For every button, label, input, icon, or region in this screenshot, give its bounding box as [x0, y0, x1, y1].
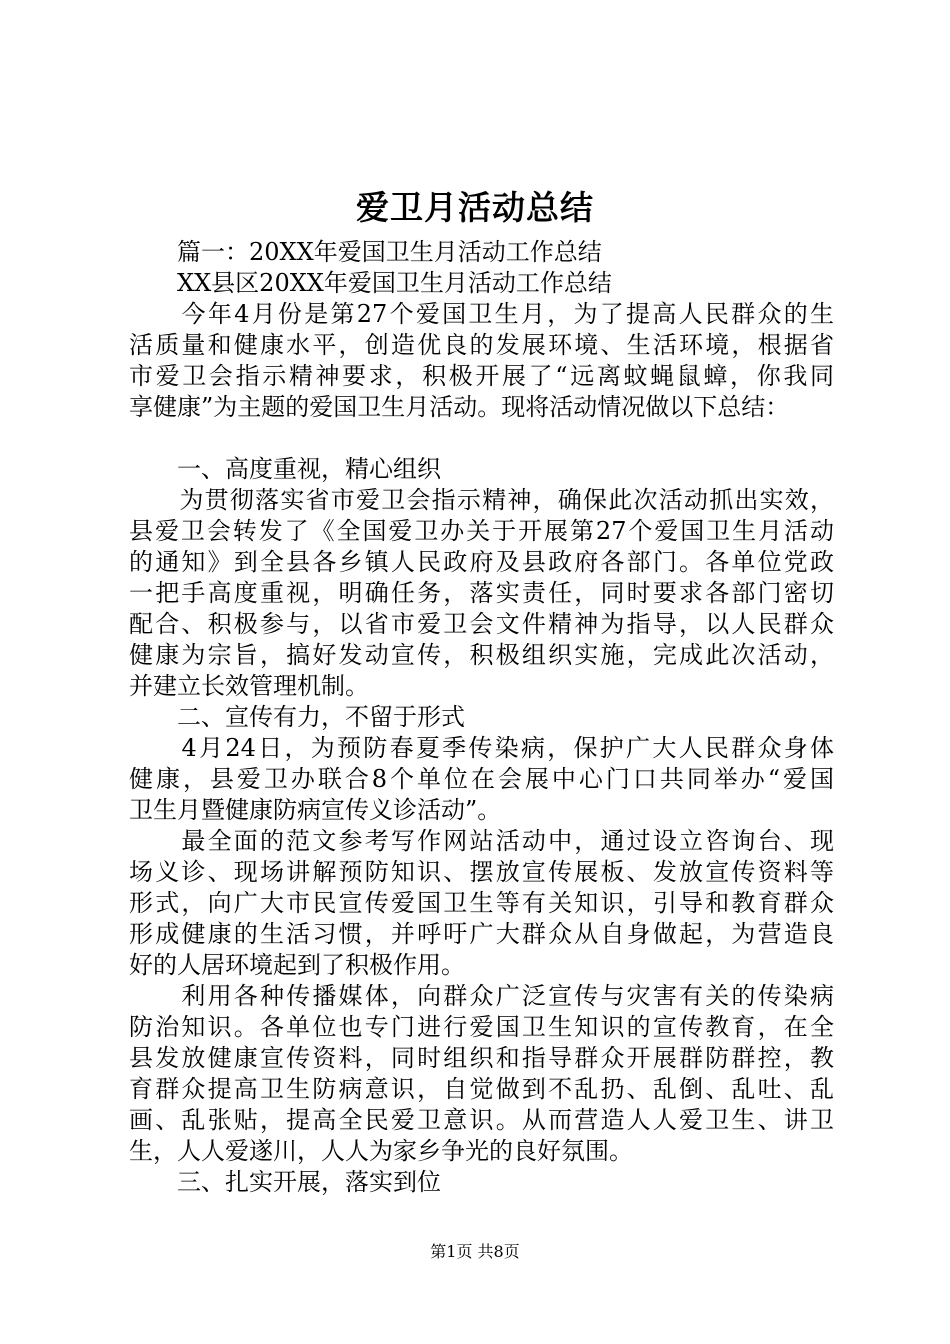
text-line: 为贯彻落实省市爱卫会指示精神，确保此次活动抓出实效，: [129, 486, 834, 514]
text-line: 育群众提高卫生防病意识，自觉做到不乱扔、乱倒、乱吐、乱: [129, 1075, 834, 1103]
text-line: 卫生月暨健康防病宣传义诊活动”。: [129, 796, 502, 824]
text-line: 县发放健康宣传资料，同时组织和指导群众开展群防群控，教: [129, 1044, 834, 1072]
text-line: 生，人人爱遂川，人人为家乡争光的良好氛围。: [129, 1137, 633, 1165]
text-line: 配合、积极参与，以省市爱卫会文件精神为指导，以人民群众: [129, 610, 834, 638]
text-line: 一把手高度重视，明确任务，落实责任，同时要求各部门密切: [129, 579, 834, 607]
text-line: XX县区20XX年爱国卫生月活动工作总结: [129, 269, 612, 297]
text-line: 形成健康的生活习惯，并呼吁广大群众从自身做起，为营造良: [129, 920, 834, 948]
text-line: 健康为宗旨，搞好发动宣传，积极组织实施，完成此次活动，: [129, 641, 834, 669]
text-line: 享健康”为主题的爱国卫生月活动。现将活动情况做以下总结：: [129, 393, 790, 421]
text-line: 县爱卫会转发了《全国爱卫办关于开展第27个爱国卫生月活动: [129, 517, 834, 545]
text-line: 一、高度重视，精心组织: [129, 455, 441, 483]
page-footer: 第1页 共8页: [430, 1242, 520, 1261]
blank-line: [129, 423, 834, 454]
text-line: 利用各种传播媒体，向群众广泛宣传与灾害有关的传染病: [129, 982, 834, 1010]
text-line: 市爱卫会指示精神要求，积极开展了“远离蚊蝇鼠蟑，你我同: [129, 362, 834, 390]
text-line: 今年4月份是第27个爱国卫生月，为了提高人民群众的生: [129, 300, 834, 328]
text-line: 三、扎实开展，落实到位: [129, 1168, 441, 1196]
text-line: 健康，县爱卫办联合8个单位在会展中心门口共同举办“爱国: [129, 765, 834, 793]
text-line: 好的人居环境起到了积极作用。: [129, 951, 465, 979]
text-line: 防治知识。各单位也专门进行爱国卫生知识的宣传教育，在全: [129, 1013, 834, 1041]
text-line: 篇一：20XX年爱国卫生月活动工作总结: [129, 238, 602, 266]
document-body: [129, 237, 834, 1198]
text-line: 最全面的范文参考写作网站活动中，通过设立咨询台、现: [129, 827, 834, 855]
document-title: 爱卫月活动总结: [356, 188, 594, 227]
text-line: 画、乱张贴，提高全民爱卫意识。从而营造人人爱卫生、讲卫: [129, 1106, 834, 1134]
text-line: 二、宣传有力，不留于形式: [129, 703, 465, 731]
text-line: 的通知》到全县各乡镇人民政府及县政府各部门。各单位党政: [129, 548, 834, 576]
text-line: 并建立长效管理机制。: [129, 672, 369, 700]
text-line: 4月24日，为预防春夏季传染病，保护广大人民群众身体: [129, 734, 834, 762]
text-line: 场义诊、现场讲解预防知识、摆放宣传展板、发放宣传资料等: [129, 858, 834, 886]
text-line: 活质量和健康水平，创造优良的发展环境、生活环境，根据省: [129, 331, 834, 359]
text-line: 形式，向广大市民宣传爱国卫生等有关知识，引导和教育群众: [129, 889, 834, 917]
